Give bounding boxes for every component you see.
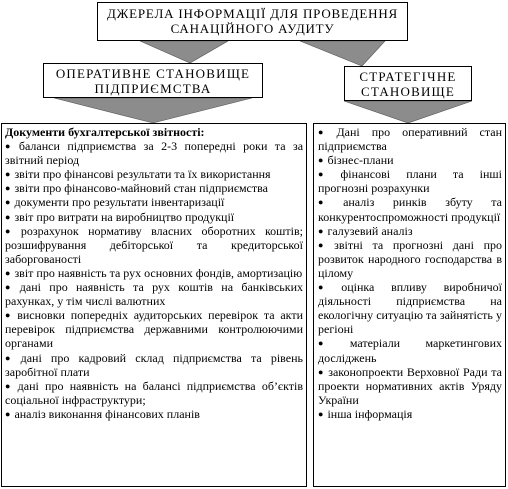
bullet-icon: ● [318, 338, 346, 349]
bullet-icon: ● [318, 225, 324, 236]
strategic-box [344, 66, 472, 101]
list-item [318, 238, 502, 280]
list-item [5, 308, 303, 350]
list-item-text: Дані про оперативний стан підприємства [318, 125, 503, 154]
list-item-text: дані про наявність та рух коштів на банківських рахунках, у тім числі валютних [5, 280, 303, 309]
operational-line: ОПЕРАТИВНЕ СТАНОВИЩЕ [55, 66, 251, 81]
list-item [318, 224, 502, 238]
list-item-text: документи про результати інвентаризації [14, 195, 225, 210]
bullet-icon: ● [318, 127, 333, 137]
list-item [5, 351, 303, 379]
title-line: ДЖЕРЕЛА ІНФОРМАЦІЇ ДЛЯ ПРОВЕДЕННЯ [107, 6, 398, 21]
list-item-text: звіти про фінансові результати та їх використання [14, 167, 271, 182]
list-item-text: звіт про наявність та рух основних фондів, амортизацію [14, 265, 303, 280]
list-item-text: розрахунок нормативу власних оборотних коштів; розшифрування дебіторської та кредиторської заборгованості [5, 223, 303, 266]
arrow-to-operational [140, 41, 228, 63]
list-item [5, 379, 303, 407]
list-item-text: звітні та прогнозні дані про розвиток народного господарства в цілому [318, 237, 503, 280]
arrow-to-strategic [300, 41, 385, 66]
list-item [318, 336, 502, 364]
bullet-icon: ● [318, 239, 331, 250]
operational-sources-panel [1, 123, 307, 487]
bullet-icon: ● [318, 169, 337, 180]
list-item-text: галузевий аналіз [327, 223, 413, 238]
list-item-text: аналіз виконання фінансових планів [14, 406, 200, 421]
list-item-text: звіт про витрати на виробництво продукції [14, 209, 235, 224]
list-item [318, 280, 502, 336]
bullet-icon: ● [5, 225, 17, 236]
list-item [5, 139, 303, 167]
bullet-icon: ● [5, 267, 11, 278]
list-item-text: фінансові плани та інші прогнозні розрахунки [318, 167, 503, 196]
bullet-icon: ● [318, 197, 340, 208]
list-item-text: аналіз ринків збуту та конкурентоспроможності продукції [318, 195, 503, 224]
bullet-icon: ● [5, 197, 11, 208]
list-item-text: баланси підприємства за 2-3 попередні роки та за звітний період [5, 139, 304, 168]
list-item-text: дані про наявність на балансі підприємства об’єктів соціальної інфраструктури; [5, 378, 304, 407]
list-item-text: звіти про фінансово-майновий стан підприємства [14, 181, 268, 196]
bullet-icon: ● [5, 282, 16, 293]
bullet-icon: ● [5, 310, 14, 321]
bullet-icon: ● [5, 352, 17, 363]
list-item-text: висновки попередніх аудиторських перевірок та акти перевірок підприємства державними контролюючими органами [5, 308, 303, 351]
list-item [5, 210, 303, 224]
list-item [5, 195, 303, 209]
bullet-icon: ● [5, 169, 11, 180]
list-item [318, 365, 502, 407]
title-box [97, 2, 408, 41]
arrow-to-right-panel [344, 101, 472, 123]
list-item-text: матеріали маркетингових досліджень [318, 336, 502, 365]
arrow-to-left-panel [54, 98, 252, 123]
list-item [318, 167, 502, 195]
list-item [318, 407, 502, 421]
list-item-text: дані про кадровий склад підприємства та рівень заробітної плати [5, 350, 304, 379]
list-item-text: законопроекти Верховної Ради та проекти нормативних актів Уряду України [318, 364, 503, 407]
bullet-icon: ● [5, 408, 11, 419]
bullet-icon: ● [318, 155, 324, 166]
list-item [5, 407, 303, 421]
operational-line: ПІДПРИЄМСТВА [94, 81, 212, 96]
list-item [5, 280, 303, 308]
bullet-icon: ● [318, 366, 325, 377]
list-item [5, 224, 303, 266]
bullet-icon: ● [318, 282, 338, 293]
list-item-text: оцінка впливу виробничої діяльності підприємства на екологічну ситуацію та зайнятість у регіоні [318, 280, 502, 337]
bullet-icon: ● [5, 183, 11, 194]
bullet-icon: ● [318, 408, 324, 419]
list-item [318, 125, 502, 153]
strategic-line: СТАНОВИЩЕ [360, 84, 456, 99]
list-item [318, 195, 502, 223]
bullet-icon: ● [5, 141, 15, 152]
list-item [5, 167, 303, 181]
title-line: САНАЦІЙНОГО АУДИТУ [170, 21, 335, 36]
list-item [5, 266, 303, 280]
strategic-sources-panel [313, 123, 506, 487]
strategic-line: СТРАТЕГІЧНЕ [359, 69, 457, 84]
list-item [5, 181, 303, 195]
bullet-icon: ● [5, 211, 11, 222]
panel-heading: Документи бухгалтерської звітності: [5, 125, 205, 139]
operational-box [43, 63, 263, 98]
list-item-text: інша інформація [327, 406, 413, 421]
list-item-text: бізнес-плани [327, 153, 394, 168]
bullet-icon: ● [5, 380, 14, 391]
list-item [318, 153, 502, 167]
